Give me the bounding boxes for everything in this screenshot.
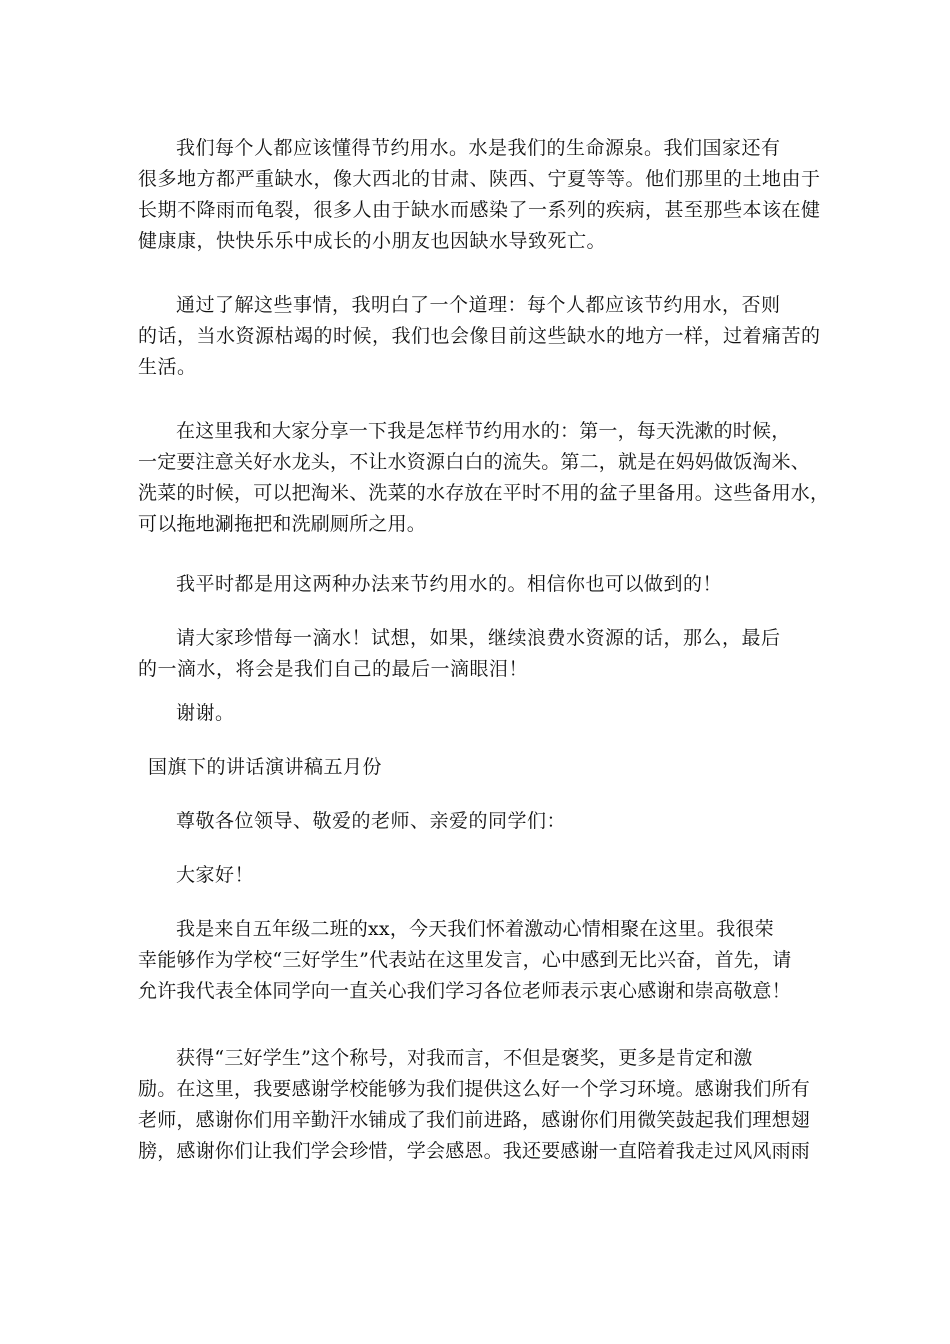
text-line: 生活。 <box>138 356 197 378</box>
text-line: 洗菜的时候，可以把淘米、洗菜的水存放在平时不用的盆子里备用。这些备用水， <box>138 482 830 504</box>
text-line: 我平时都是用这两种办法来节约用水的。相信你也可以做到的！ <box>176 573 723 595</box>
text-line: 请大家珍惜每一滴水！试想，如果，继续浪费水资源的话，那么，最后 <box>176 627 781 649</box>
text-line: 长期不降雨而龟裂，很多人由于缺水而感染了一系列的疾病，甚至那些本该在健 <box>138 199 821 221</box>
section-heading <box>138 752 382 783</box>
paragraph-lesson <box>138 290 821 383</box>
text-line: 我是来自五年级二班的xx，今天我们怀着激动心情相聚在这里。我很荣 <box>176 918 774 940</box>
text-line: 很多地方都严重缺水，像大西北的甘肃、陕西、宁夏等等。他们那里的土地由于 <box>138 168 821 190</box>
paragraph-cherish-water <box>138 623 781 685</box>
text-line: 通过了解这些事情，我明白了一个道理：每个人都应该节约用水，否则 <box>176 294 781 316</box>
text-line: 一定要注意关好水龙头，不让水资源白白的流失。第二，就是在妈妈做饭淘米、 <box>138 451 811 473</box>
text-line: 大家好！ <box>176 864 255 886</box>
paragraph-water-importance <box>138 133 821 257</box>
text-line: 在这里我和大家分享一下我是怎样节约用水的：第一，每天洗漱的时候， <box>176 420 791 442</box>
paragraph-introduction <box>138 914 791 1007</box>
text-line: 膀，感谢你们让我们学会珍惜，学会感恩。我还要感谢一直陪着我走过风风雨雨 <box>138 1140 811 1162</box>
paragraph-encourage <box>138 569 722 600</box>
text-line: 励。在这里，我要感谢学校能够为我们提供这么好一个学习环境。感谢我们所有 <box>138 1078 811 1100</box>
text-line: 我们每个人都应该懂得节约用水。水是我们的生命源泉。我们国家还有 <box>176 137 781 159</box>
text-line: 的话，当水资源枯竭的时候，我们也会像目前这些缺水的地方一样，过着痛苦的 <box>138 325 821 347</box>
heading-text: 国旗下的讲话演讲稿五月份 <box>148 756 383 778</box>
text-line: 老师，感谢你们用辛勤汗水铺成了我们前进路，感谢你们用微笑鼓起我们理想翅 <box>138 1109 811 1131</box>
paragraph-greeting <box>138 860 254 891</box>
text-line: 谢谢。 <box>176 702 235 724</box>
text-line: 健康康，快快乐乐中成长的小朋友也因缺水导致死亡。 <box>138 230 607 252</box>
paragraph-saving-methods <box>138 416 829 540</box>
paragraph-thanks <box>138 698 235 729</box>
text-line: 允许我代表全体同学向一直关心我们学习各位老师表示衷心感谢和崇高敬意！ <box>138 980 791 1002</box>
text-line: 幸能够作为学校“三好学生”代表站在这里发言，心中感到无比兴奋，首先，请 <box>138 949 792 971</box>
paragraph-salutation <box>138 806 566 837</box>
paragraph-award-gratitude <box>138 1043 810 1167</box>
text-line: 获得“三好学生”这个称号，对我而言，不但是褒奖，更多是肯定和激 <box>176 1047 753 1069</box>
text-line: 可以拖地涮拖把和洗刷厕所之用。 <box>138 513 427 535</box>
text-line: 的一滴水，将会是我们自己的最后一滴眼泪！ <box>138 658 529 680</box>
text-line: 尊敬各位领导、敬爱的老师、亲爱的同学们： <box>176 810 567 832</box>
